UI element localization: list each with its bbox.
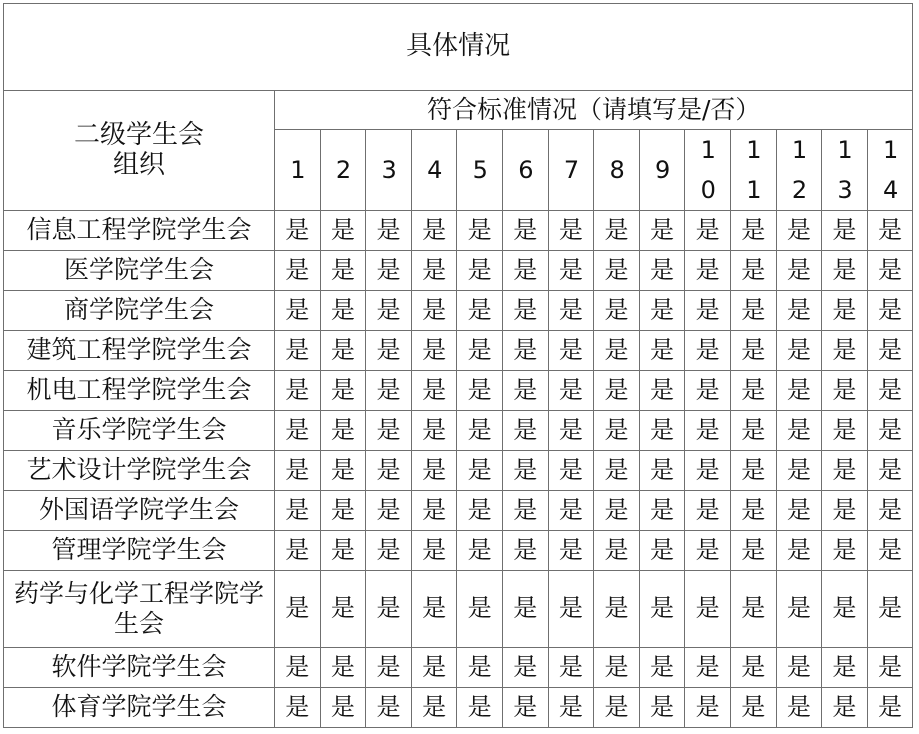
- compliance-cell: 是: [685, 688, 731, 728]
- compliance-cell: 是: [594, 648, 640, 688]
- org-name: 信息工程学院学生会: [4, 211, 275, 251]
- org-name: 音乐学院学生会: [4, 411, 275, 451]
- compliance-cell: 是: [594, 531, 640, 571]
- compliance-cell: 是: [639, 491, 685, 531]
- compliance-cell: 是: [502, 648, 548, 688]
- criterion-header: [685, 130, 731, 211]
- criterion-number: 9: [655, 156, 671, 184]
- compliance-cell: 是: [502, 371, 548, 411]
- criterion-header: [457, 130, 503, 211]
- criterion-number: 14: [883, 136, 899, 204]
- compliance-cell: 是: [822, 211, 868, 251]
- compliance-cell: 是: [867, 491, 913, 531]
- compliance-cell: 是: [867, 531, 913, 571]
- compliance-cell: 是: [867, 688, 913, 728]
- criterion-header: [594, 130, 640, 211]
- compliance-cell: 是: [639, 331, 685, 371]
- compliance-cell: 是: [867, 211, 913, 251]
- compliance-cell: 是: [867, 251, 913, 291]
- compliance-cell: 是: [685, 331, 731, 371]
- compliance-cell: 是: [411, 648, 457, 688]
- compliance-cell: 是: [411, 331, 457, 371]
- compliance-cell: 是: [685, 451, 731, 491]
- compliance-cell: 是: [548, 648, 594, 688]
- compliance-cell: 是: [320, 491, 366, 531]
- org-name: 管理学院学生会: [4, 531, 275, 571]
- compliance-cell: 是: [457, 531, 503, 571]
- table-row: [4, 371, 913, 411]
- compliance-cell: 是: [457, 571, 503, 648]
- compliance-cell: 是: [275, 648, 321, 688]
- compliance-cell: 是: [730, 688, 776, 728]
- compliance-cell: 是: [366, 688, 412, 728]
- table-title: 具体情况: [4, 4, 913, 91]
- compliance-cell: 是: [502, 291, 548, 331]
- compliance-cell: 是: [685, 648, 731, 688]
- compliance-cell: 是: [594, 251, 640, 291]
- compliance-cell: 是: [685, 291, 731, 331]
- org-name: 建筑工程学院学生会: [4, 331, 275, 371]
- table-row: [4, 211, 913, 251]
- compliance-cell: 是: [411, 291, 457, 331]
- compliance-cell: 是: [548, 211, 594, 251]
- compliance-cell: 是: [685, 371, 731, 411]
- compliance-cell: 是: [366, 531, 412, 571]
- compliance-cell: 是: [411, 451, 457, 491]
- org-name: 医学院学生会: [4, 251, 275, 291]
- compliance-cell: 是: [822, 648, 868, 688]
- compliance-cell: 是: [776, 251, 822, 291]
- compliance-cell: 是: [639, 451, 685, 491]
- compliance-cell: 是: [776, 451, 822, 491]
- compliance-cell: 是: [639, 531, 685, 571]
- criterion-number: 11: [746, 136, 762, 204]
- org-column-header: [4, 91, 275, 211]
- compliance-cell: 是: [730, 251, 776, 291]
- compliance-cell: 是: [822, 531, 868, 571]
- compliance-cell: 是: [275, 531, 321, 571]
- table-row: [4, 688, 913, 728]
- compliance-cell: 是: [776, 331, 822, 371]
- compliance-cell: 是: [320, 331, 366, 371]
- compliance-cell: 是: [366, 331, 412, 371]
- compliance-cell: 是: [502, 211, 548, 251]
- table-row: [4, 531, 913, 571]
- compliance-cell: 是: [548, 371, 594, 411]
- compliance-cell: 是: [685, 531, 731, 571]
- compliance-cell: 是: [548, 531, 594, 571]
- criterion-number: 12: [791, 136, 808, 204]
- compliance-cell: 是: [822, 251, 868, 291]
- criterion-header: [548, 130, 594, 211]
- compliance-cell: 是: [822, 688, 868, 728]
- compliance-cell: 是: [548, 291, 594, 331]
- compliance-cell: 是: [366, 411, 412, 451]
- compliance-cell: 是: [594, 491, 640, 531]
- compliance-cell: 是: [594, 451, 640, 491]
- table-row: [4, 331, 913, 371]
- compliance-cell: 是: [275, 491, 321, 531]
- compliance-cell: 是: [685, 411, 731, 451]
- compliance-cell: 是: [275, 291, 321, 331]
- compliance-cell: 是: [776, 211, 822, 251]
- compliance-cell: 是: [366, 491, 412, 531]
- criterion-number: 5: [472, 156, 488, 184]
- criterion-number: 4: [427, 156, 443, 184]
- compliance-cell: 是: [411, 411, 457, 451]
- criterion-header: [867, 130, 913, 211]
- compliance-cell: 是: [457, 371, 503, 411]
- compliance-cell: 是: [822, 371, 868, 411]
- compliance-cell: 是: [730, 371, 776, 411]
- compliance-cell: 是: [275, 211, 321, 251]
- criterion-header: [502, 130, 548, 211]
- compliance-cell: 是: [457, 648, 503, 688]
- compliance-cell: 是: [275, 571, 321, 648]
- compliance-cell: 是: [548, 251, 594, 291]
- header-row-1: [4, 91, 913, 130]
- compliance-cell: 是: [548, 411, 594, 451]
- compliance-cell: 是: [411, 531, 457, 571]
- compliance-cell: 是: [548, 491, 594, 531]
- compliance-cell: 是: [730, 291, 776, 331]
- standards-table: [3, 3, 913, 728]
- compliance-cell: 是: [502, 331, 548, 371]
- compliance-cell: 是: [822, 571, 868, 648]
- compliance-cell: 是: [320, 648, 366, 688]
- org-column-header-text: 二级学生会 组织: [73, 119, 204, 180]
- compliance-cell: 是: [730, 211, 776, 251]
- compliance-cell: 是: [275, 371, 321, 411]
- compliance-cell: 是: [411, 371, 457, 411]
- compliance-cell: 是: [411, 571, 457, 648]
- compliance-cell: 是: [594, 411, 640, 451]
- org-name: 药学与化学工程学院学生会: [4, 571, 275, 648]
- compliance-cell: 是: [639, 211, 685, 251]
- table-row: [4, 411, 913, 451]
- compliance-cell: 是: [776, 411, 822, 451]
- criterion-number: 1: [290, 156, 306, 184]
- criterion-number: 7: [563, 156, 580, 184]
- compliance-cell: 是: [366, 291, 412, 331]
- compliance-cell: 是: [366, 371, 412, 411]
- table-row: [4, 648, 913, 688]
- compliance-cell: 是: [867, 331, 913, 371]
- compliance-cell: 是: [867, 291, 913, 331]
- compliance-cell: 是: [639, 648, 685, 688]
- org-name: 体育学院学生会: [4, 688, 275, 728]
- compliance-cell: 是: [502, 531, 548, 571]
- table-row: [4, 571, 913, 648]
- compliance-cell: 是: [822, 491, 868, 531]
- compliance-cell: 是: [366, 571, 412, 648]
- compliance-cell: 是: [366, 211, 412, 251]
- compliance-cell: 是: [366, 648, 412, 688]
- compliance-cell: 是: [275, 331, 321, 371]
- compliance-cell: 是: [411, 211, 457, 251]
- compliance-cell: 是: [594, 211, 640, 251]
- compliance-cell: 是: [411, 251, 457, 291]
- compliance-cell: 是: [867, 571, 913, 648]
- compliance-cell: 是: [502, 251, 548, 291]
- criterion-header: [776, 130, 822, 211]
- compliance-cell: 是: [730, 331, 776, 371]
- compliance-cell: 是: [776, 371, 822, 411]
- criterion-header: [366, 130, 412, 211]
- criterion-number: 3: [381, 156, 397, 184]
- table-row: [4, 251, 913, 291]
- criterion-number: 13: [837, 136, 853, 204]
- compliance-cell: 是: [685, 571, 731, 648]
- compliance-cell: 是: [594, 371, 640, 411]
- compliance-cell: 是: [685, 251, 731, 291]
- compliance-cell: 是: [548, 451, 594, 491]
- criterion-header: [730, 130, 776, 211]
- criterion-number: 2: [335, 156, 352, 184]
- compliance-cell: 是: [867, 648, 913, 688]
- compliance-cell: 是: [776, 648, 822, 688]
- table-row: [4, 451, 913, 491]
- criterion-header: [411, 130, 457, 211]
- compliance-cell: 是: [457, 451, 503, 491]
- compliance-cell: 是: [594, 571, 640, 648]
- compliance-cell: 是: [320, 451, 366, 491]
- compliance-cell: 是: [502, 411, 548, 451]
- compliance-cell: 是: [275, 251, 321, 291]
- compliance-cell: 是: [502, 491, 548, 531]
- criterion-header: [822, 130, 868, 211]
- compliance-cell: 是: [320, 371, 366, 411]
- compliance-cell: 是: [867, 371, 913, 411]
- compliance-cell: 是: [502, 688, 548, 728]
- compliance-cell: 是: [685, 211, 731, 251]
- compliance-cell: 是: [320, 688, 366, 728]
- org-name: 机电工程学院学生会: [4, 371, 275, 411]
- compliance-cell: 是: [594, 688, 640, 728]
- criterion-number: 10: [700, 136, 716, 204]
- criterion-number: 8: [609, 156, 625, 184]
- compliance-cell: 是: [457, 251, 503, 291]
- compliance-cell: 是: [730, 531, 776, 571]
- compliance-cell: 是: [776, 531, 822, 571]
- compliance-cell: 是: [867, 451, 913, 491]
- compliance-cell: 是: [275, 411, 321, 451]
- compliance-cell: 是: [457, 411, 503, 451]
- compliance-cell: 是: [275, 688, 321, 728]
- compliance-cell: 是: [730, 451, 776, 491]
- compliance-cell: 是: [776, 571, 822, 648]
- compliance-cell: 是: [639, 371, 685, 411]
- compliance-cell: 是: [867, 411, 913, 451]
- compliance-cell: 是: [730, 411, 776, 451]
- compliance-cell: 是: [822, 291, 868, 331]
- compliance-cell: 是: [457, 688, 503, 728]
- compliance-cell: 是: [594, 331, 640, 371]
- table-row: [4, 291, 913, 331]
- org-name: 软件学院学生会: [4, 648, 275, 688]
- table-row: [4, 491, 913, 531]
- compliance-cell: 是: [730, 571, 776, 648]
- compliance-cell: 是: [502, 451, 548, 491]
- compliance-cell: 是: [548, 688, 594, 728]
- compliance-cell: 是: [457, 211, 503, 251]
- compliance-cell: 是: [730, 648, 776, 688]
- compliance-cell: 是: [822, 451, 868, 491]
- criterion-header: [639, 130, 685, 211]
- compliance-cell: 是: [457, 491, 503, 531]
- compliance-cell: 是: [502, 571, 548, 648]
- compliance-cell: 是: [411, 491, 457, 531]
- compliance-cell: 是: [594, 291, 640, 331]
- compliance-cell: 是: [320, 411, 366, 451]
- compliance-cell: 是: [320, 531, 366, 571]
- compliance-cell: 是: [366, 451, 412, 491]
- compliance-cell: 是: [457, 331, 503, 371]
- criterion-header: [275, 130, 321, 211]
- compliance-cell: 是: [822, 411, 868, 451]
- compliance-cell: 是: [548, 331, 594, 371]
- compliance-cell: 是: [776, 688, 822, 728]
- compliance-cell: 是: [411, 688, 457, 728]
- compliance-cell: 是: [685, 491, 731, 531]
- compliance-cell: 是: [730, 491, 776, 531]
- compliance-cell: 是: [275, 451, 321, 491]
- compliance-cell: 是: [457, 291, 503, 331]
- compliance-cell: 是: [320, 571, 366, 648]
- compliance-cell: 是: [320, 251, 366, 291]
- title-row: [4, 4, 913, 91]
- compliance-cell: 是: [776, 291, 822, 331]
- org-name: 外国语学院学生会: [4, 491, 275, 531]
- criterion-number: 6: [518, 156, 534, 184]
- org-name: 商学院学生会: [4, 291, 275, 331]
- compliance-cell: 是: [639, 688, 685, 728]
- compliance-cell: 是: [639, 571, 685, 648]
- compliance-cell: 是: [639, 251, 685, 291]
- compliance-cell: 是: [320, 211, 366, 251]
- org-name: 艺术设计学院学生会: [4, 451, 275, 491]
- standards-header: 符合标准情况（请填写是/否）: [275, 91, 913, 130]
- compliance-cell: 是: [639, 411, 685, 451]
- compliance-cell: 是: [548, 571, 594, 648]
- compliance-cell: 是: [776, 491, 822, 531]
- criterion-header: [320, 130, 366, 211]
- compliance-cell: 是: [822, 331, 868, 371]
- compliance-cell: 是: [320, 291, 366, 331]
- compliance-cell: 是: [366, 251, 412, 291]
- compliance-cell: 是: [639, 291, 685, 331]
